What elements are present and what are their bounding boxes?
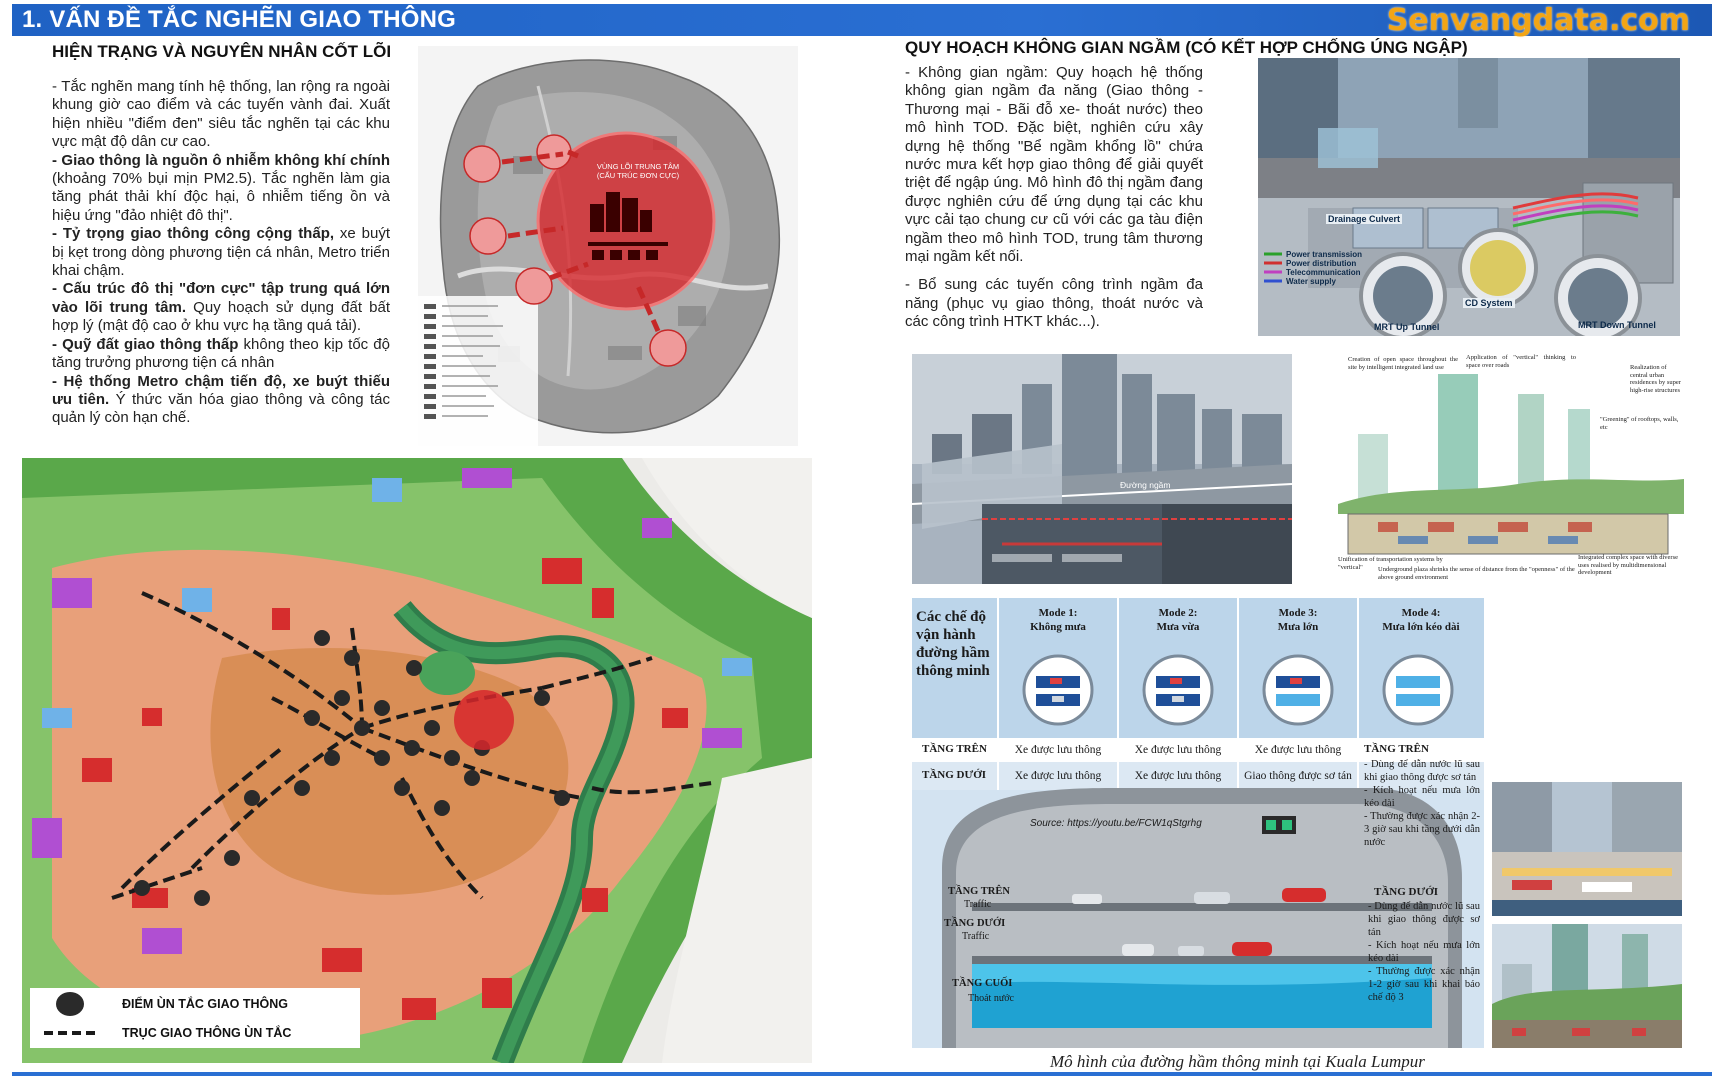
mrt-tunnel-diagram	[1258, 58, 1680, 336]
mode-4-header	[1358, 606, 1484, 634]
smart-tunnel-panel	[912, 598, 1484, 1048]
core-sub-label: (CẤU TRÚC ĐƠN CỰC)	[596, 171, 680, 180]
level-bottom: TẦNG CUỐI	[952, 978, 1013, 989]
legend-congestion-axis: TRỤC GIAO THÔNG ÙN TẮC	[122, 1026, 292, 1040]
paragraph-text: - Tắc nghẽn mang tính hệ thống, lan rộng ra ngoài khung giờ cao điểm và các tuyến vành đai. Xuất hiện nhiều "điểm đen" siêu tắc nghẽn tại các khu vực mật độ dân cư cao.	[52, 78, 390, 151]
level-upper: TẦNG TRÊN	[948, 886, 1010, 897]
mode-3-lower: Giao thông được sơ tán	[1244, 770, 1352, 782]
sketch-note: "Greening" of rooftops, walls, etc	[1600, 416, 1679, 431]
legend-power-distribution: Power distribution	[1286, 259, 1357, 268]
level-bottom-sub: Thoát nước	[968, 993, 1014, 1004]
source-link: Source: https://youtu.be/FCW1qStgrhg	[1030, 818, 1202, 829]
sketch-note: Integrated complex space with diverse uses realised by multidimensional development	[1578, 554, 1678, 576]
paragraph-lead: - Giao thông là nguồn ô nhiễm không khí chính	[52, 151, 390, 169]
paragraph-text: Ý thức văn hóa giao thông và công tác quản lý còn hạn chế.	[52, 390, 390, 427]
mode-desc: Mưa vừa	[1156, 621, 1200, 633]
left-heading: HIỆN TRẠNG VÀ NGUYÊN NHÂN CỐT LÕI	[52, 42, 392, 61]
legend-power-transmission: Power transmission	[1286, 250, 1363, 259]
right-paragraph: - Không gian ngầm: Quy hoạch hệ thống không gian ngầm đa năng (Giao thông - Thương mại - Bãi đỗ xe- thoát nước) theo mô hình TOD. Đặc biệt, nghiên cứu xây dựng hệ thống "Bể ngầm khổng lồ" chứa nước mưa kết hợp giao thông để giải quyết triệt để ngập úng. Mô hình đô thị ngầm đang được nghiên cứu để ứng dụng tại các khu vực cải tạo chung cư cũ với các ga tàu điện ngầm theo mô hình TOD, trung tâm thương mại ngầm kết nối.	[905, 64, 1203, 266]
mode-2-header	[1118, 606, 1238, 634]
traffic-congestion-map	[22, 458, 812, 1063]
mode-1-upper: Xe được lưu thông	[1014, 744, 1102, 756]
paragraph-text: không theo kịp tốc độ tăng trưởng phương tiện cá nhân	[52, 335, 390, 372]
mode-4-upper-note: - Dùng để dẫn nước lũ sau khi giao thông được sơ tán - Kích hoạt nếu mưa lớn kéo dài - Thường được xác nhận 2-3 giờ sau khi tầng dưới dẫn nước	[1364, 759, 1480, 848]
core-label: VÙNG LÕI TRUNG TÂM	[596, 162, 680, 171]
paragraph-text: (khoảng 70% bụi mịn PM2.5). Tắc nghẽn làm gia tăng phát thải khí độc hại, ô nhiễm tiếng ồn và hiệu ứng "đảo nhiệt đô thị".	[52, 170, 390, 224]
mode-4-lower-note: - Dùng để dẫn nước lũ sau khi giao thông được sơ tán - Kích hoạt nếu mưa lớn kéo dài - Thường được xác nhận 1-2 giờ sau khi khai báo chế độ 3	[1368, 901, 1480, 1003]
tod-station-render	[912, 354, 1292, 584]
left-body-text	[52, 78, 390, 428]
left-paragraph	[52, 78, 390, 152]
right-body-text	[905, 64, 1203, 332]
mrt-up-label: MRT Up Tunnel	[1374, 322, 1440, 332]
mode-4-lower-title: TẦNG DƯỚI	[1374, 886, 1439, 898]
paragraph-lead: - Quỹ đất giao thông thấp	[52, 335, 239, 353]
sketch-note: Unification of transportation systems by "vertical"	[1338, 556, 1443, 571]
legend-telecommunication: Telecommunication	[1286, 268, 1361, 277]
header-bar	[12, 4, 1712, 36]
mode-name: Mode 3:	[1278, 607, 1318, 619]
mode-desc: Mưa lớn	[1277, 621, 1319, 633]
underground-path-label: Đường ngầm	[1120, 480, 1171, 490]
level-lower-sub: Traffic	[962, 931, 990, 942]
right-heading: QUY HOẠCH KHÔNG GIAN NGẦM (CÓ KẾT HỢP CHỐNG ÚNG NGẬP)	[905, 38, 1468, 57]
tunnel-caption: Mô hình của đường hầm thông minh tại Kuala Lumpur	[1050, 1052, 1425, 1071]
mode-1-lower: Xe được lưu thông	[1014, 770, 1102, 782]
right-paragraph: - Bổ sung các tuyến công trình ngầm đa năng (phục vụ giao thông, thoát nước và các công trình HTKT khác...).	[905, 276, 1203, 331]
left-paragraph	[52, 336, 390, 373]
paragraph-lead: - Cấu trúc đô thị "đơn cực" tập trung quá lớn vào lõi trung tâm.	[52, 280, 390, 316]
sketch-note: Underground plaza shrinks the sense of distance from the "openness" of the above ground environment	[1378, 566, 1575, 581]
footer-line	[12, 1072, 1712, 1076]
mode-2-lower: Xe được lưu thông	[1134, 770, 1222, 782]
mode-3-upper: Xe được lưu thông	[1254, 744, 1342, 756]
mode-2-upper: Xe được lưu thông	[1134, 744, 1222, 756]
mode-desc: Mưa lớn kéo dài	[1382, 621, 1460, 633]
paragraph-lead: - Tỷ trọng giao thông công cộng thấp,	[52, 225, 335, 243]
mode-name: Mode 2:	[1158, 607, 1198, 619]
sketch-note: Realization of central urban residences by super high-rise structures	[1630, 364, 1681, 394]
cd-system-label: CD System	[1465, 298, 1513, 308]
row-upper-label: TẦNG TRÊN	[922, 743, 987, 755]
core-structure-map	[418, 46, 798, 446]
page-title: 1. VẤN ĐỀ TẮC NGHẼN GIAO THÔNG	[22, 6, 457, 33]
mode-4-upper-title: TẦNG TRÊN	[1364, 743, 1429, 755]
left-paragraph	[52, 152, 390, 226]
left-paragraph	[52, 280, 390, 335]
mode-name: Mode 1:	[1038, 607, 1078, 619]
brand-watermark: Senvangdata.com	[1386, 3, 1690, 38]
mrt-down-label: MRT Down Tunnel	[1578, 320, 1656, 330]
paragraph-lead: - Hệ thống Metro chậm tiến độ, xe buýt thiếu ưu tiên.	[52, 372, 390, 408]
drainage-label: Drainage Culvert	[1328, 214, 1401, 224]
level-lower: TẦNG DƯỚI	[944, 918, 1006, 929]
mode-3-header	[1238, 606, 1358, 634]
tod-sketch-diagram	[1338, 354, 1684, 586]
paragraph-text: Quy hoạch sử dụng đất bất hợp lý (mật độ cao ở khu vực hạ tầng quá tải).	[52, 298, 391, 335]
modes-title: Các chế độ vận hành đường hầm thông minh	[916, 609, 990, 679]
legend-congestion-point: ĐIỂM ÙN TẮC GIAO THÔNG	[122, 997, 288, 1011]
street-photo	[1492, 782, 1682, 916]
left-paragraph	[52, 225, 390, 280]
utility-legend	[1286, 250, 1362, 286]
sketch-note: Application of "vertical" thinking to space over roads	[1466, 354, 1576, 369]
level-upper-sub: Traffic	[964, 899, 992, 910]
left-paragraph	[52, 373, 390, 428]
row-lower-label: TẦNG DƯỚI	[922, 769, 987, 781]
legend-water-supply: Water supply	[1286, 277, 1336, 286]
mode-1-header	[998, 606, 1118, 634]
mode-desc: Không mưa	[1030, 621, 1086, 633]
mode-name: Mode 4:	[1401, 607, 1441, 619]
sketch-note: Creation of open space throughout the site by intelligent integrated land use	[1348, 356, 1458, 371]
paragraph-text: xe buýt bị kẹt trong dòng phương tiện cá nhân, Metro triển khai chậm.	[52, 225, 391, 280]
park-photo	[1492, 924, 1682, 1048]
